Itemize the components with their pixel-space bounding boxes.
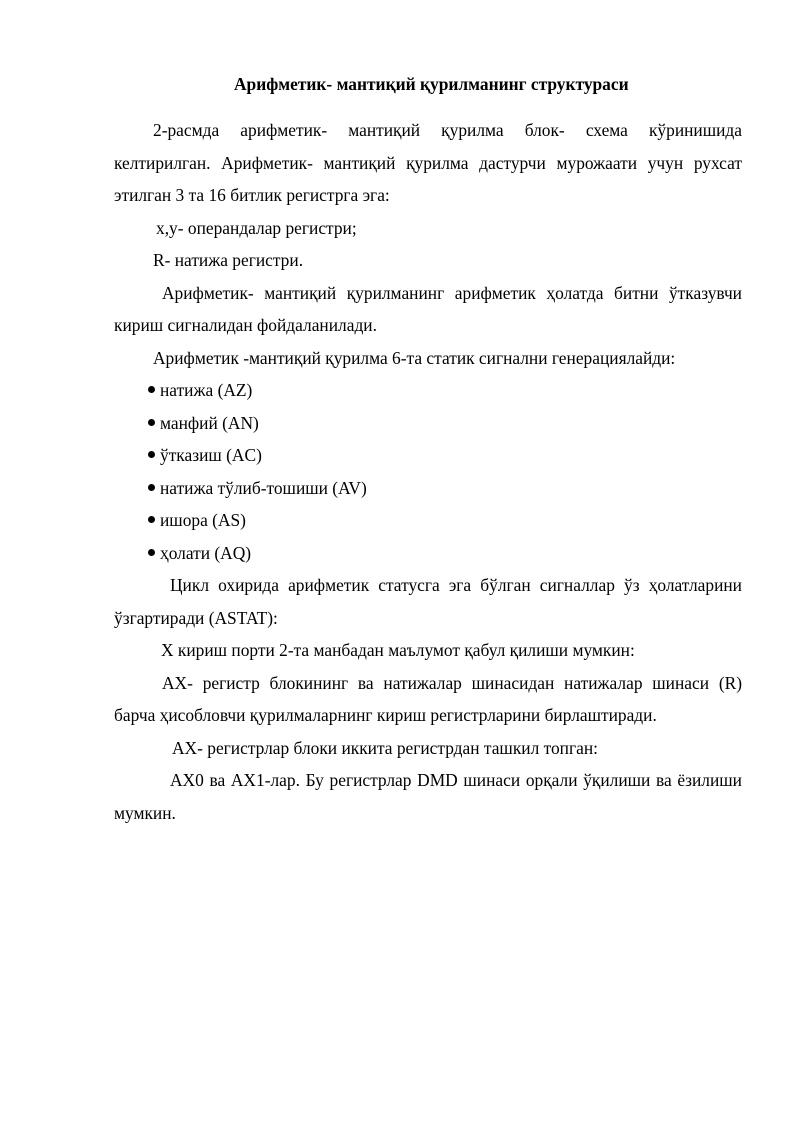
line-operand-registers: x,y- операндалар регистри; (156, 217, 357, 238)
paragraph-ax-block: AX- регистр блокининг ва натижалар шинасидан натижалар шинаси (R) барча ҳисобловчи қурилмаларнинг кириш регистрларини бирлаштиради. (114, 672, 742, 725)
list-item: натижа тўлиб-тошиши (AV) (114, 472, 742, 505)
paragraph-carry-signal: Арифметик- мантиқий қурилманинг арифметик ҳолатда битни ўтказувчи кириш сигналидан фойдаланилади. (114, 282, 742, 335)
list-item: ишора (AS) (114, 504, 742, 537)
line-ax-registers: AX- регистрлар блоки иккита регистрдан ташкил топган: (172, 737, 598, 758)
list-item: натижа (AZ) (114, 374, 742, 407)
list-item: манфий (AN) (114, 407, 742, 440)
bullet-icon (148, 549, 155, 556)
bullet-icon (148, 386, 155, 393)
paragraph-astat: Цикл охирида арифметик статусга эга бўлган сигналлар ўз ҳолатларини ўзгартиради (ASTAT): (114, 575, 742, 628)
list-item: ўтказиш (AC) (114, 439, 742, 472)
bullet-icon (148, 516, 155, 523)
bullet-icon (148, 484, 155, 491)
bullet-icon (148, 451, 155, 458)
paragraph-ax0-ax1: AX0 ва AX1-лар. Бу регистрлар DMD шинаси орқали ўқилиши ва ёзилиши мумкин. (114, 770, 742, 823)
paragraph-intro: 2-расмда арифметик- мантиқий қурилма блок- схема кўринишида келтирилган. Арифметик- мантиқий қурилма дастурчи мурожаати учун рухсат этилган 3 та 16 битлик регистрга эга: (114, 120, 742, 205)
line-static-signals: Арифметик -мантиқий қурилма 6-та статик сигнални генерациялайди: (153, 347, 676, 368)
signal-list (114, 374, 742, 569)
bullet-icon (148, 419, 155, 426)
line-x-port: Х кириш порти 2-та манбадан маълумот қабул қилиши мумкин: (161, 640, 635, 660)
document-title: Арифметик- мантиқий қурилманинг структураси (234, 74, 629, 94)
line-result-register: R- натижа регистри. (153, 250, 304, 270)
list-item: ҳолати (AQ) (114, 537, 742, 570)
